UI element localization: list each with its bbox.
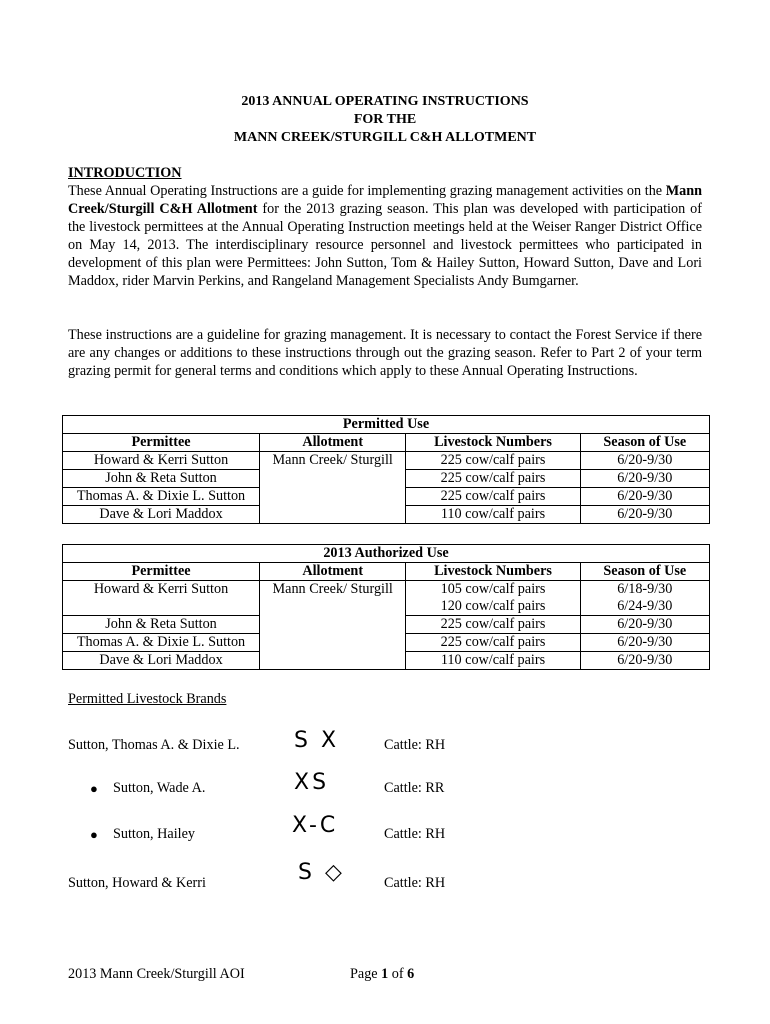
brand-cattle: Cattle: RR <box>384 780 445 796</box>
livestock-cell: 120 cow/calf pairs <box>406 598 580 616</box>
permittee-cell <box>63 598 260 616</box>
livestock-cell: 225 cow/calf pairs <box>406 616 580 634</box>
col-header: Livestock Numbers <box>406 563 580 581</box>
livestock-cell: 105 cow/calf pairs <box>406 581 580 599</box>
table-row <box>63 581 710 599</box>
season-cell: 6/20-9/30 <box>580 452 709 470</box>
footer-document-name: 2013 Mann Creek/Sturgill AOI <box>68 966 245 982</box>
livestock-cell: 225 cow/calf pairs <box>406 452 580 470</box>
bullet-icon: ● <box>90 781 98 796</box>
brand-cattle: Cattle: RH <box>384 737 446 753</box>
brand-row <box>0 770 770 809</box>
table-caption: 2013 Authorized Use <box>63 545 710 563</box>
brand-row <box>0 728 770 766</box>
permittee-cell: Howard & Kerri Sutton <box>63 452 260 470</box>
page-total: 6 <box>407 966 415 982</box>
season-cell: 6/20-9/30 <box>580 506 709 524</box>
col-header: Livestock Numbers <box>406 434 580 452</box>
allotment-cell: Mann Creek/ Sturgill <box>260 581 406 670</box>
page-current: 1 <box>381 966 389 982</box>
brand-owner: Sutton, Hailey <box>113 826 195 842</box>
season-cell: 6/24-9/30 <box>580 598 709 616</box>
intro-text-b: for the 2013 grazing season. This plan was developed with participation of the livestock permittees at the Annual Operating Instruction meetings held at the Weiser Ranger District Office on May 14, 2013. The interdisciplinary resource personnel and livestock permittees who participated in development of this plan were Permittees: John Sutton, Tom & Hailey Sutton, Howard Sutton, Dave and Lori Maddox, rider Marvin Perkins, and Rangeland Management Specialists Andy Bumgarner. <box>68 201 702 289</box>
livestock-cell: 110 cow/calf pairs <box>406 652 580 670</box>
brand-owner: Sutton, Howard & Kerri <box>68 875 206 891</box>
intro-text-a: These Annual Operating Instructions are a guide for implementing grazing management activities on the <box>68 183 666 199</box>
allotment-cell: Mann Creek/ Sturgill <box>260 452 406 524</box>
season-cell: 6/18-9/30 <box>580 581 709 599</box>
permittee-cell: John & Reta Sutton <box>63 616 260 634</box>
permittee-cell: Thomas A. & Dixie L. Sutton <box>63 634 260 652</box>
livestock-cell: 110 cow/calf pairs <box>406 506 580 524</box>
season-cell: 6/20-9/30 <box>580 470 709 488</box>
brand-cattle: Cattle: RH <box>384 875 446 891</box>
brand-mark: XS <box>294 770 330 795</box>
col-header: Season of Use <box>580 563 709 581</box>
brand-cattle: Cattle: RH <box>384 826 446 842</box>
permittee-cell: Howard & Kerri Sutton <box>63 581 260 599</box>
permittee-cell: John & Reta Sutton <box>63 470 260 488</box>
title-line-1: 2013 ANNUAL OPERATING INSTRUCTIONS <box>241 94 529 109</box>
brand-owner: Sutton, Thomas A. & Dixie L. <box>68 737 240 753</box>
permittee-cell: Dave & Lori Maddox <box>63 652 260 670</box>
permittee-cell: Dave & Lori Maddox <box>63 506 260 524</box>
bullet-icon: ● <box>90 827 98 842</box>
brand-owner: Sutton, Wade A. <box>113 780 206 796</box>
table-row <box>63 452 710 470</box>
col-header: Allotment <box>260 563 406 581</box>
livestock-cell: 225 cow/calf pairs <box>406 634 580 652</box>
season-cell: 6/20-9/30 <box>580 652 709 670</box>
season-cell: 6/20-9/30 <box>580 634 709 652</box>
brand-mark: S X <box>294 728 340 753</box>
page-of: of <box>388 966 408 982</box>
livestock-cell: 225 cow/calf pairs <box>406 470 580 488</box>
brand-row <box>0 860 770 904</box>
allotment-name-bold: Mann Creek/Sturgill C&H Allotment <box>68 183 702 217</box>
guideline-paragraph: These instructions are a guideline for grazing management. It is necessary to contact the Forest Service if there are any changes or additions to these instructions through out the grazing season. Refer to Part 2 of your term grazing permit for general terms and conditions which apply to these Annual Operating Instructions. <box>68 327 702 379</box>
table-caption: Permitted Use <box>63 416 710 434</box>
brand-row <box>0 813 770 855</box>
introduction-heading: INTRODUCTION <box>68 165 182 181</box>
col-header: Allotment <box>260 434 406 452</box>
brands-heading: Permitted Livestock Brands <box>68 691 227 707</box>
title-line-2: FOR THE <box>353 112 417 127</box>
season-cell: 6/20-9/30 <box>580 616 709 634</box>
permittee-cell: Thomas A. & Dixie L. Sutton <box>63 488 260 506</box>
col-header: Season of Use <box>580 434 709 452</box>
page-label: Page <box>350 966 382 982</box>
col-header: Permittee <box>63 563 260 581</box>
title-line-3: MANN CREEK/STURGILL C&H ALLOTMENT <box>233 130 537 145</box>
col-header: Permittee <box>63 434 260 452</box>
season-cell: 6/20-9/30 <box>580 488 709 506</box>
permitted-use-table <box>62 415 710 524</box>
introduction-paragraph <box>68 182 702 290</box>
brand-mark: S ◇ <box>298 860 345 885</box>
footer-page-number <box>350 966 414 983</box>
document-title <box>0 93 770 147</box>
brand-mark: X-C <box>292 813 339 838</box>
livestock-cell: 225 cow/calf pairs <box>406 488 580 506</box>
authorized-use-table <box>62 544 710 670</box>
